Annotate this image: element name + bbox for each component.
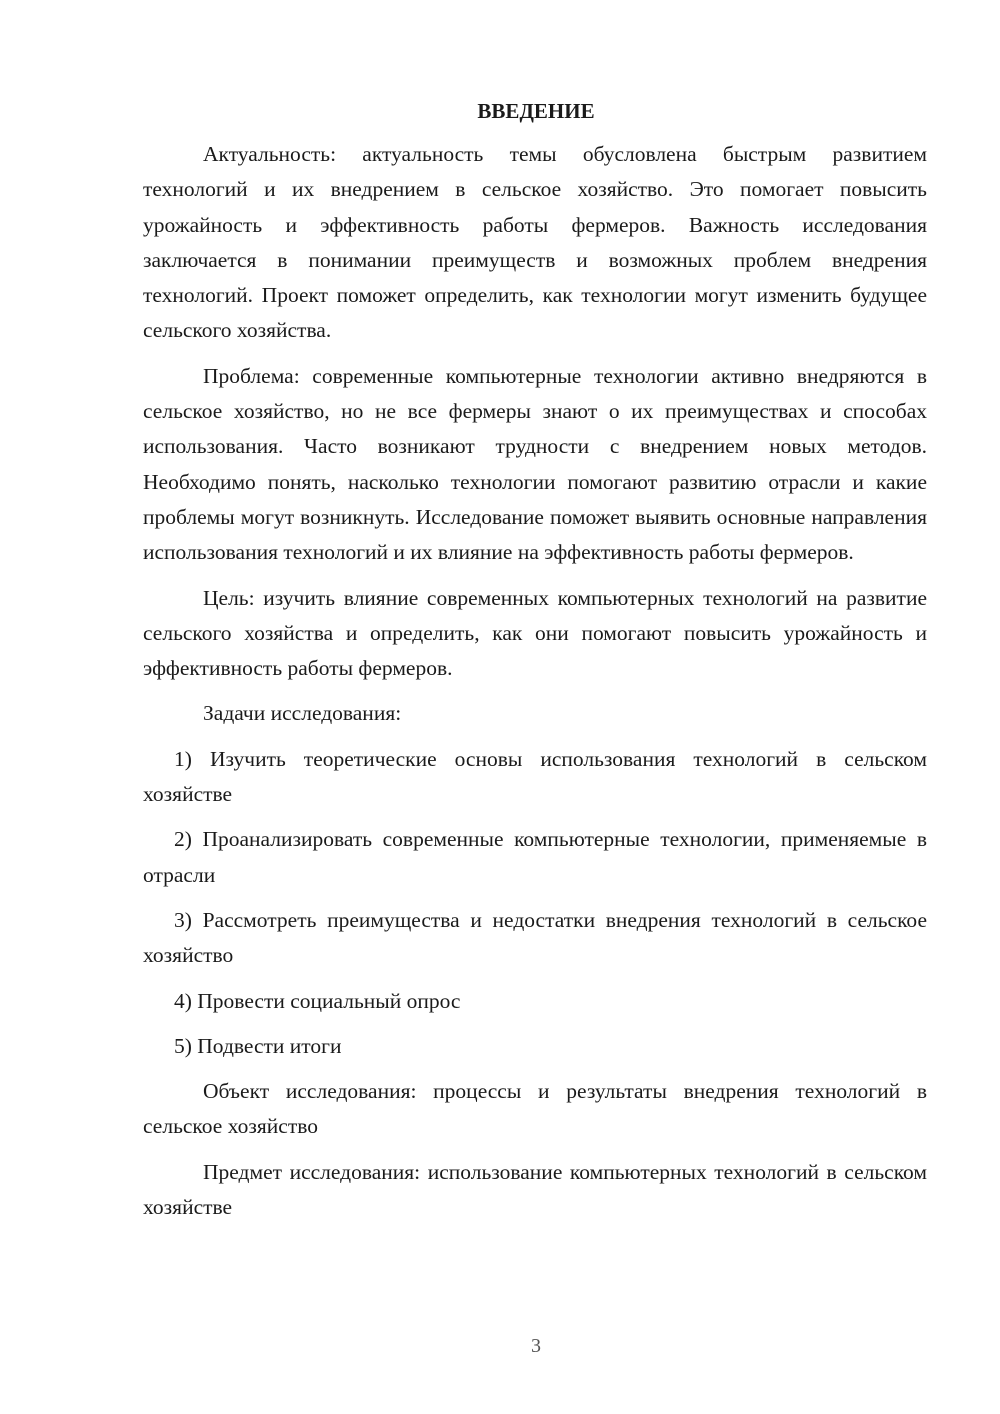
problem-paragraph: Проблема: современные компьютерные технологии активно внедряются в сельское хозяйство, но не все фермеры знают о их преимуществах и способах использования. Часто возникают трудности с внедрением новых методов. Необходимо понять, насколько технологии помогают развитию отрасли и какие проблемы могут возникнуть. Исследование поможет выявить основные направления использования технологий и их влияние на эффективность работы фермеров. (143, 363, 927, 565)
object-paragraph: Объект исследования: процессы и результаты внедрения технологий в сельское хозяйство (143, 1079, 927, 1139)
task-item-2: 2) Проанализировать современные компьютерные технологии, применяемые в отрасли (143, 827, 927, 887)
section-heading: ВВЕДЕНИЕ (477, 99, 595, 123)
subject-paragraph: Предмет исследования: использование компьютерных технологий в сельском хозяйстве (143, 1159, 927, 1220)
task-item-1: 1) Изучить теоретические основы использования технологий в сельском хозяйстве (143, 746, 927, 807)
relevance-paragraph: Актуальность: актуальность темы обусловлена быстрым развитием технологий и их внедрением в сельское хозяйство. Это помогает повысить урожайность и эффективность работы фермеров. Важность исследования заключается в понимании преимуществ и возможных проблем внедрения технологий. Проект поможет определить, как технологии могут изменить будущее сельского хозяйства. (143, 142, 927, 343)
task-item-4: 4) Провести социальный опрос (174, 988, 461, 1013)
goal-paragraph: Цель: изучить влияние современных компьютерных технологий на развитие сельского хозяйства и определить, как они помогают повысить урожайность и эффективность работы фермеров. (143, 585, 927, 681)
task-item-5: 5) Подвести итоги (174, 1033, 342, 1058)
task-item-3: 3) Рассмотреть преимущества и недостатки внедрения технологий в сельское хозяйство (143, 907, 927, 968)
page-number: 3 (531, 1335, 541, 1357)
tasks-title: Задачи исследования: (203, 701, 402, 726)
page-content (143, 96, 927, 1225)
